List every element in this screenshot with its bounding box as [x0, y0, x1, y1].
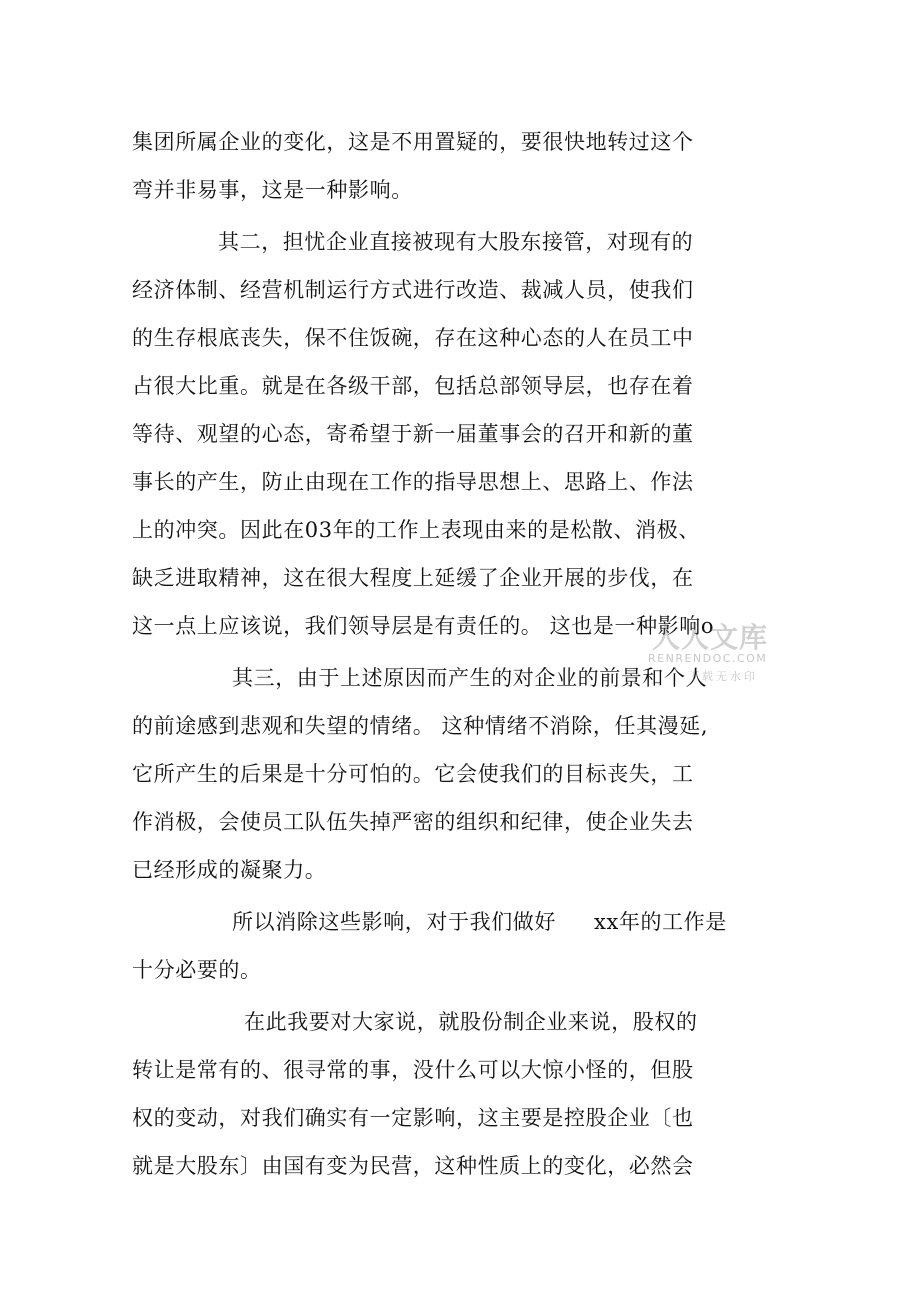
text-line: 已经形成的凝聚力。 [132, 858, 327, 882]
text-line: 经济体制、经营机制运行方式进行改造、裁减人员，使我们 [132, 278, 694, 302]
text-line: 它所产生的后果是十分可怕的。它会使我们的目标丧失，工 [132, 762, 694, 786]
text-line: 这一点上应该说，我们领导层是有责任的。 这也是一种影响o [132, 614, 715, 638]
text-line: 事长的产生，防止由现在工作的指导思想上、思路上、作法 [132, 470, 694, 494]
text-line: 作消极，会使员工队伍失掉严密的组织和纪律，使企业失去 [132, 810, 694, 834]
text-line: 占很大比重。就是在各级干部，包括总部领导层，也存在着 [132, 374, 694, 398]
text-line: 转让是常有的、很寻常的事，没什么可以大惊小怪的，但股 [132, 1058, 694, 1082]
paragraph-start-line: 在此我要对大家说，就股份制企业来说，股权的 [244, 1010, 698, 1034]
text-segment: xx年的工作是 [594, 910, 727, 934]
watermark-brand: 人人文库 [652, 621, 769, 654]
text-line: 权的变动，对我们确实有一定影响，这主要是控股企业〔也 [132, 1106, 694, 1130]
text-line: 的生存根底丧失，保不住饭碗，存在这种心态的人在员工中 [132, 326, 694, 350]
text-line: 就是大股东〕由国有变为民营，这种性质上的变化，必然会 [132, 1154, 694, 1178]
text-line: 上的冲突。因此在03年的工作上表现由来的是松散、消极、 [132, 518, 700, 542]
text-segment: 所以消除这些影响，对于我们做好 [232, 910, 556, 934]
paragraph-start-line [232, 908, 727, 936]
watermark-slogan: 下载无水印 [688, 670, 758, 683]
text-line: 十分必要的。 [132, 958, 262, 982]
paragraph-start-line: 其二，担忧企业直接被现有大股东接管，对现有的 [218, 230, 694, 254]
watermark-domain: RENRENDOC.COM [648, 652, 768, 665]
text-line: 的前途感到悲观和失望的情绪。 这种情绪不消除，任其漫延, [132, 714, 709, 738]
paragraph-start-line: 其三，由于上述原因而产生的对企业的前景和个人 [232, 666, 708, 690]
text-line: 缺乏进取精神，这在很大程度上延缓了企业开展的步伐，在 [132, 566, 694, 590]
text-line: 等待、观望的心态，寄希望于新一届董事会的召开和新的董 [132, 422, 694, 446]
text-line: 弯并非易事，这是一种影响。 [132, 178, 413, 202]
text-line: 集团所属企业的变化，这是不用置疑的，要很快地转过这个 [132, 130, 694, 154]
